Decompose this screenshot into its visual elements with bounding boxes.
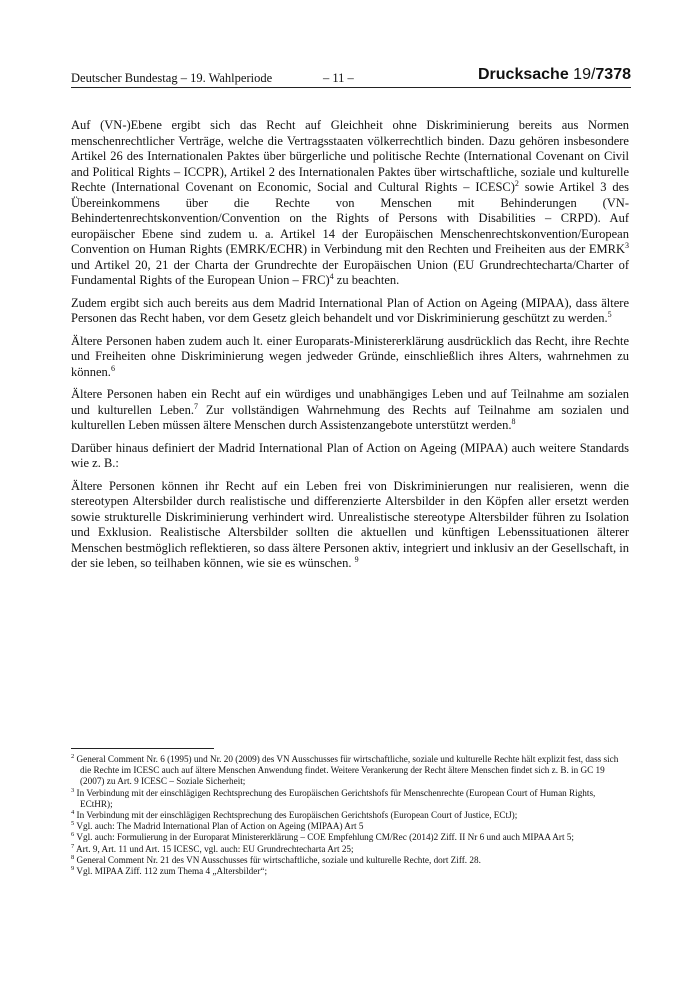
paragraph-text: Ältere Personen können ihr Recht auf ein Leben frei von Diskriminierungen nur realisieren, wenn die stereotypen Altersbilder durch realistische und differenzierte Altersbilder in den Köpfen aller ersetzt werden sowie strukturelle Diskriminierung verhindert wird. Unrealistische stereotype Altersbilder führen zu Isolation und Exklusion. Realistische Altersbilder sollten die aktuellen und künftigen Lebenssituationen älterer Menschen bestmöglich reflektieren, so dass ältere Personen aktiv, integriert und inklusiv an der Gesellschaft, in der sie leben, so teilhaben können, wie sie es wünschen. [71,478,629,570]
paragraph-text: und Artikel 20, 21 der Charta der Grundrechte der Europäischen Union (EU Grundrechtecharta/Charter of Fundamental Rights of the European Union – FRC) [71,257,629,287]
footnote-text: Vgl. auch: Formulierung in der Europarat Ministererklärung – COE Empfehlung CM/Rec (2014)2 Ziff. II Nr 6 und auch MIPAA Art 5; [74,832,574,843]
footnote-text: In Verbindung mit der einschlägigen Rechtsprechung des Europäischen Gerichtshofs (European Court of Justice, ECtJ); [74,810,518,821]
footnote-number: 2 [71,752,75,760]
header-rule [71,87,631,88]
body-paragraph [71,387,629,434]
footnote [71,810,629,821]
body-paragraph [71,296,629,327]
footnote-number: 3 [71,786,75,794]
footnote-number: 5 [71,820,75,828]
footnote [71,754,629,788]
footnote-reference: 8 [511,416,516,426]
footnote-text: Vgl. MIPAA Ziff. 112 zum Thema 4 „Altersbilder“; [74,866,267,877]
document-number-prefix: 19/ [568,66,596,83]
paragraph-text: Auf (VN-)Ebene ergibt sich das Recht auf Gleichheit ohne Diskriminierung bereits aus Normen menschenrechtlicher Verträge, welche die Vertragsstaaten völkerrechtlich binden. Dazu gehören insbesondere Artikel 26 des Internationalen Paktes über bürgerliche und politische Rechte (International Covenant on Civil and Political Rights – ICCPR), Artikel 2 des Internationalen Paktes über wirtschaftliche, soziale und kulturelle Rechte (International Covenant on Economic, Social and Cultural Rights – ICESC) [71,118,629,194]
footnote-reference: 3 [625,240,629,250]
footnote [71,855,629,866]
footnote [71,832,629,843]
footnote-text: General Comment Nr. 21 des VN Ausschusses für wirtschaftliche, soziale und kulturelle Rechte, dort Ziff. 28. [74,854,481,865]
footnote-reference: 9 [354,554,359,564]
footnote-reference: 5 [607,309,612,319]
footnote-number: 4 [71,808,75,816]
body-paragraph [71,479,629,572]
header-publication: Deutscher Bundestag – 19. Wahlperiode [71,71,273,85]
footnote [71,844,629,855]
paragraph-text: Darüber hinaus definiert der Madrid International Plan of Action on Ageing (MIPAA) auch weitere Standards wie z. B.: [71,440,629,470]
footnote-reference: 6 [110,363,115,373]
document-number-label: Drucksache [478,66,569,83]
body-paragraph [71,441,629,472]
footnote-number: 8 [71,853,75,861]
footnote-text: Art. 9, Art. 11 und Art. 15 ICESC, vgl. auch: EU Grundrechtecharta Art 25; [74,843,354,854]
body-paragraph [71,118,629,289]
footnote-text: In Verbindung mit der einschlägigen Rechtsprechung des Europäischen Gerichtshofs für Menschenrechte (European Court of Human Rights, ECtHR); [74,787,596,809]
footnote [71,866,629,877]
page-number: – 11 – [323,71,354,85]
paragraph-text: sowie Artikel 3 des Übereinkommens über die Rechte von Menschen mit Behinderungen (VN-Behindertenrechtskonvention/Convention on the Rights of Persons with Disabilities – CRPD). Auf europäischer Ebene sind zudem u. a. Artikel 14 der Europäischen Menschenrechtskonvention/European Convention on Human Rights (EMRK/ECHR) in Verbindung mit den Rechten und Freiheiten aus der EMRK [71,180,630,256]
page-header [71,66,631,88]
footnote-number: 9 [71,864,75,872]
body-paragraph [71,334,629,381]
footnote [71,788,629,810]
footnote-text: General Comment Nr. 6 (1995) und Nr. 20 (2009) des VN Ausschusses für wirtschaftliche, soziale und kulturelle Rechte hält explizit fest, dass sich die Rechte im ICESC auch auf ältere Menschen Anwendung findet. Weitere Verankerung der Recht ältere Menschen findet sich z. B. in GC 19 (2007) zu Art. 9 ICESC – Soziale Sicherheit; [74,754,619,787]
footnote-reference: 2 [514,178,519,188]
footnote-number: 6 [71,831,75,839]
paragraph-text: Zudem ergibt sich auch bereits aus dem Madrid International Plan of Action on Ageing (MIPAA), dass ältere Personen das Recht haben, vor dem Gesetz gleich behandelt und vor Diskriminierung geschützt zu werden. [71,295,629,325]
body-text [71,118,629,579]
footnote-text: Vgl. auch: The Madrid International Plan of Action on Ageing (MIPAA) Art 5 [74,821,364,832]
document-number [478,66,631,84]
paragraph-text: Ältere Personen haben zudem auch lt. einer Europarats-Ministererklärung ausdrücklich das Recht, ihre Rechte und Freiheiten ohne Diskriminierung wegen jedweder Gründe, einschließlich ihres Alters, wahrnehmen zu können. [71,333,629,379]
paragraph-text: zu beachten. [333,273,400,287]
paragraph-text: Zur vollständigen Wahrnehmung des Rechts auf Teilnahme am sozialen und kulturellen Leben müssen ältere Menschen durch Assistenzangebote unterstützt werden. [71,402,629,432]
footnote-number: 7 [71,842,75,850]
footnote-reference: 4 [329,271,334,281]
paragraph-text: Ältere Personen haben ein Recht auf ein würdiges und unabhängiges Leben und auf Teilnahme am sozialen und kulturellen Leben. [71,387,629,417]
footnote [71,821,629,832]
footnote-reference: 7 [193,401,198,411]
footnotes [71,754,629,877]
footnote-separator [71,748,214,749]
document-number-bold: 7378 [595,66,631,83]
